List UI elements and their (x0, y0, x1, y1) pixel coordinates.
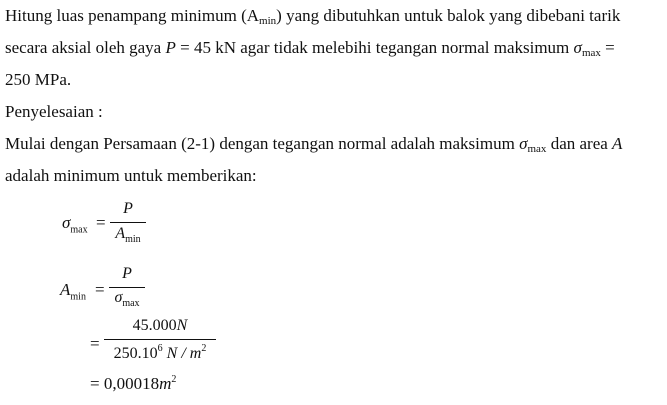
area-symbol: A (612, 134, 623, 153)
force-symbol: P (165, 38, 176, 57)
sigma-max-subscript: max (581, 47, 601, 59)
eq1-den-symbol: A (115, 225, 126, 242)
problem-text-2b: = 45 kN agar tidak melebihi tegangan normal maksimum (175, 38, 574, 57)
eq3-den-exponent: 6 (157, 343, 163, 354)
eq3-den-unit-exponent: 2 (201, 343, 207, 354)
eq4-unit-exponent: 2 (171, 374, 177, 385)
eq2-fraction-bar (109, 287, 145, 288)
eq3-equals: = (90, 334, 100, 353)
eq4-unit: m (159, 374, 172, 393)
eq2-lhs-subscript: min (70, 291, 86, 303)
problem-text-2a: secara aksial oleh gaya (5, 38, 166, 57)
eq3-fraction (104, 317, 216, 367)
eq1-lhs (62, 213, 88, 235)
eq3-den-unit: N / m (166, 345, 202, 362)
eq3-denominator (104, 343, 216, 363)
a-min-subscript: min (259, 15, 277, 27)
eq3-den-value: 250.10 (113, 345, 158, 362)
eq3-num-unit: N (176, 317, 188, 334)
sigma-symbol: σ (573, 38, 582, 57)
solution-heading: Penyelesaian : (5, 102, 103, 121)
sigma-symbol: σ (519, 134, 528, 153)
problem-text-2c: = (600, 38, 615, 57)
eq1-numerator: P (123, 200, 133, 217)
solution-line-1 (5, 134, 622, 159)
eq1-equals: = (96, 213, 106, 232)
eq4-value: 0,00018 (103, 374, 160, 393)
solution-line-2: adalah minimum untuk memberikan: (5, 166, 257, 185)
solution-text-1a: Mulai dengan Persamaan (2-1) dengan tegangan normal adalah maksimum (5, 134, 520, 153)
eq2-area: A (60, 280, 71, 299)
eq3-numerator (104, 317, 216, 335)
sigma-max-subscript: max (527, 143, 547, 155)
eq1-den-subscript: min (125, 234, 141, 246)
problem-text-1: Hitung luas penampang minimum (A (5, 6, 260, 25)
eq2-lhs (60, 280, 86, 302)
eq2-equals: = (95, 280, 105, 299)
eq3-fraction-bar (104, 339, 216, 340)
problem-line-1 (5, 6, 620, 31)
eq4-equals: = (90, 374, 100, 393)
eq2-den-subscript: max (122, 298, 140, 310)
problem-line-3: 250 MPa. (5, 70, 72, 89)
eq2-denominator (109, 289, 145, 309)
problem-text-1-rest: ) yang dibutuhkan untuk balok yang dibebani tarik (276, 6, 621, 25)
eq1-fraction (110, 200, 146, 248)
eq3-num-value: 45.000 (132, 317, 177, 334)
eq2-den-symbol: σ (114, 289, 123, 306)
eq1-sigma: σ (62, 213, 71, 232)
eq1-lhs-subscript: max (70, 224, 88, 236)
eq4-result (90, 374, 176, 394)
problem-line-2 (5, 38, 615, 63)
solution-text-1b: dan area (546, 134, 613, 153)
eq2-numerator: P (122, 265, 132, 282)
eq2-fraction (109, 265, 145, 313)
eq1-fraction-bar (110, 222, 146, 223)
eq1-denominator (110, 225, 146, 245)
